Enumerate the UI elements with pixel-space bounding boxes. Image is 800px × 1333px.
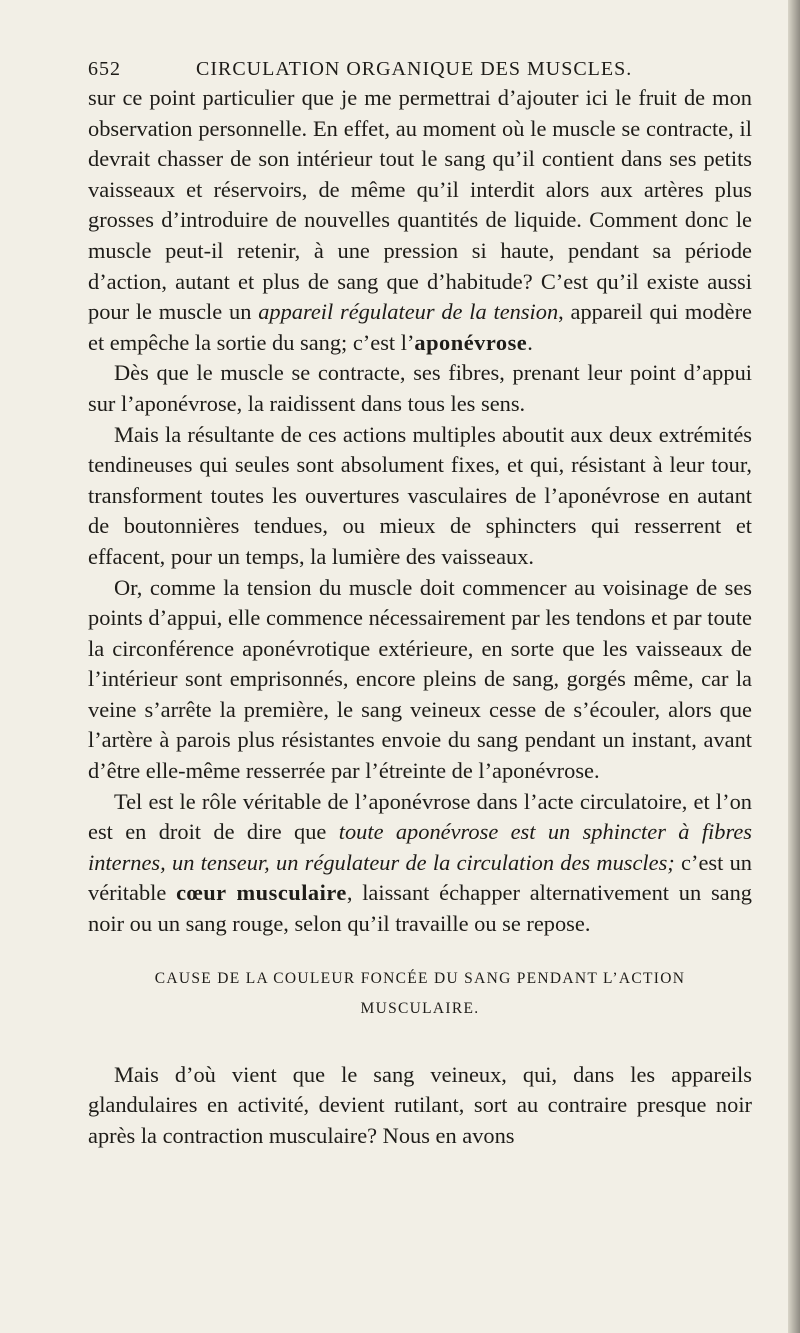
paragraph-4: Or, comme la tension du muscle doit commencer au voisinage de ses points d’appui, elle commence nécessairement par les tendons et par toute la circonférence aponévrotique extérieure, en sorte que les vaisseaux de l’intérieur sont emprisonnés, encore pleins de sang, gorgés même, car la veine s’arrête la première, le sang veineux cesse de s’écouler, alors que l’artère à parois plus résistantes envoie du sang pendant un instant, avant d’être elle-même resserrée par l’étreinte de l’aponévrose. xyxy=(88,574,752,784)
paragraph-1-text-c: . xyxy=(527,329,533,355)
paragraph-6: Mais d’où vient que le sang veineux, qui, dans les appareils glandulaires en activité, devient rutilant, sort au contraire presque noir après la contraction musculaire? Nous en avons xyxy=(88,1061,752,1148)
book-page xyxy=(88,58,752,1151)
paragraph-3: Mais la résultante de ces actions multiples aboutit aux deux extrémités tendineuses qui seules sont absolument fixes, et qui, résistant à leur tour, transforment toutes les ouvertures vasculaires de l’aponévrose en autant de boutonnières tendues, ou mieux de sphincters qui resserrent et effacent, pour un temps, la lumière des vaisseaux. xyxy=(88,421,752,569)
section-heading-line-1: CAUSE DE LA COULEUR FONCÉE DU SANG PENDANT L’ACTION xyxy=(154,969,686,987)
paragraph-5 xyxy=(88,787,752,940)
running-header xyxy=(88,58,752,81)
paragraph-1-text-a: sur ce point particulier que je me permettrai d’ajouter ici le fruit de mon observation personnelle. En effet, au moment où le muscle se contracte, il devrait chasser de son intérieur tout le sang qu’il contient dans ses petits vaisseaux et réservoirs, de même qu’il interdit alors aux artères plus grosses d’introduire de nouvelles quantités de liquide. Comment donc le muscle peut-il retenir, à une pression si haute, pendant sa période d’action, autant et plus de sang que d’habitude? C’est qu’il existe aussi pour le muscle un xyxy=(88,85,752,325)
page-edge-shadow xyxy=(788,0,800,1333)
paragraph-5-bold-term: cœur musculaire xyxy=(176,880,347,906)
section-heading-line-2: MUSCULAIRE. xyxy=(360,999,480,1017)
paragraph-1-text-b: , appareil qui modère et empêche la sortie du sang; c’est l’ xyxy=(88,299,752,355)
paragraph-1-bold-term: aponévrose xyxy=(414,329,528,355)
paragraph-1-italic: appareil régulateur de la tension xyxy=(258,299,559,325)
section-heading xyxy=(88,964,752,1024)
paragraph-5-text-c: , laissant échapper alternativement un sang noir ou un sang rouge, selon qu’il travaille ou se repose. xyxy=(88,880,753,937)
paragraph-1 xyxy=(88,83,752,358)
paragraph-2: Dès que le muscle se contracte, ses fibres, prenant leur point d’appui sur l’aponévrose, la raidissent dans tous les sens. xyxy=(88,360,752,416)
paragraph-5-text-a: Tel est le rôle véritable de l’aponévrose dans l’acte circulatoire, et l’on est en droit de dire que xyxy=(88,788,752,845)
paragraph-5-text-b: c’est un véritable xyxy=(88,849,752,906)
running-title: CIRCULATION ORGANIQUE DES MUSCLES. xyxy=(196,58,633,80)
paragraph-5-italic: toute aponévrose est un sphincter à fibres internes, un tenseur, un régulateur de la circulation des muscles; xyxy=(88,819,753,875)
page-number: 652 xyxy=(88,58,121,80)
